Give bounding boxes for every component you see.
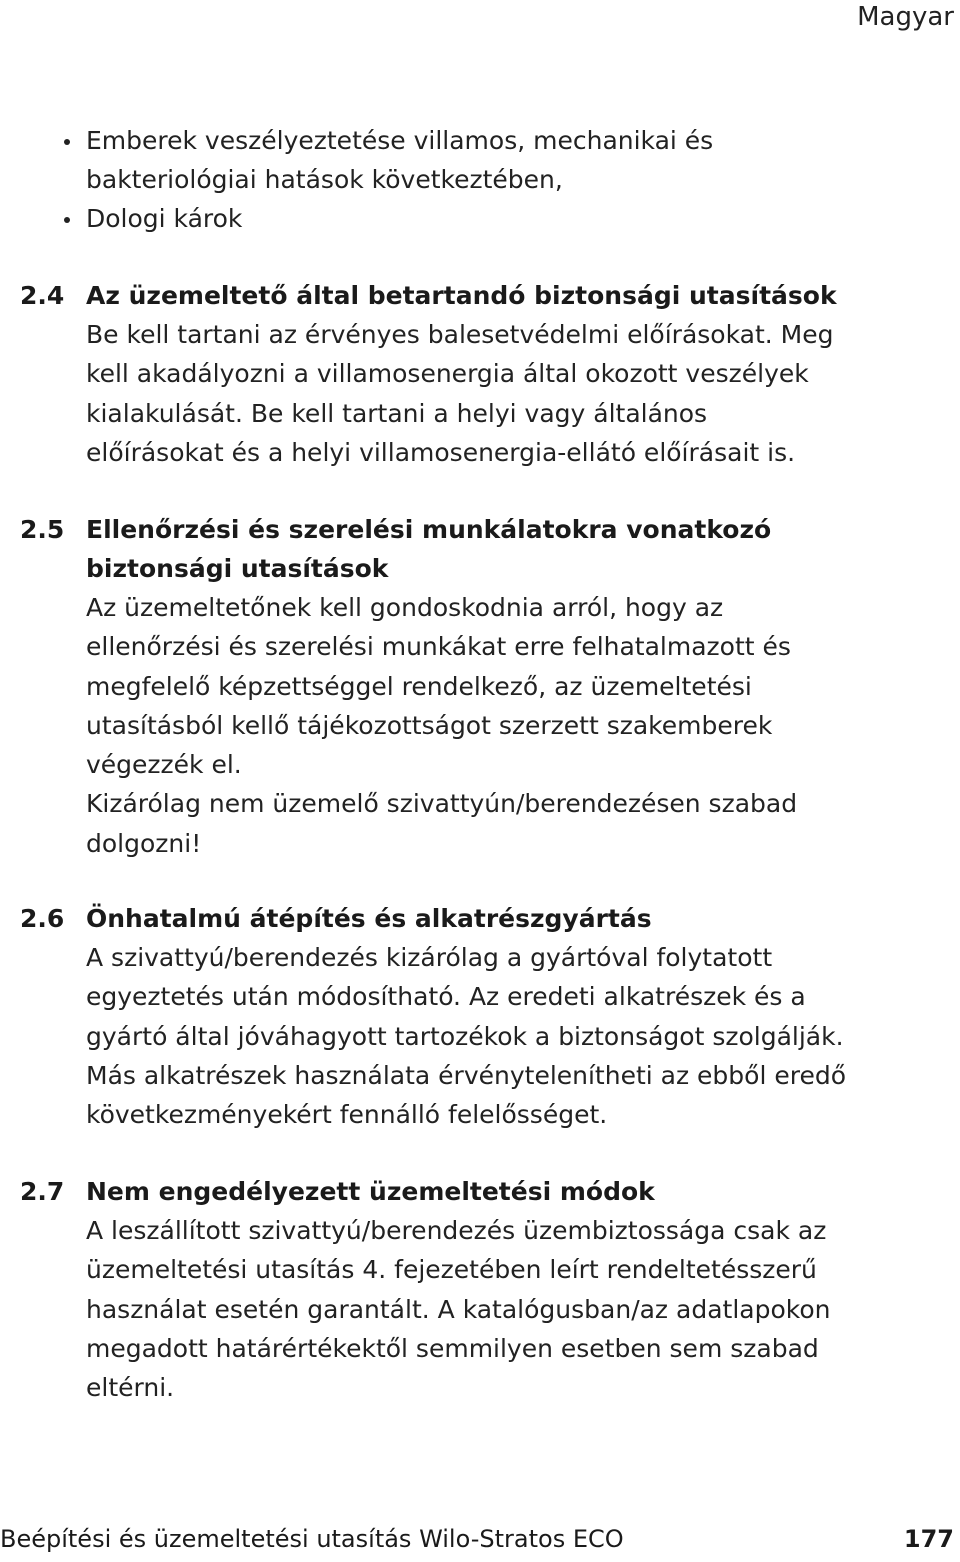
paragraph: A szivattyú/berendezés kizárólag a gyártóval folytatott egyeztetés után módosítható. Az eredeti alkatrészek és a gyártó által jóváhagyott tartozékok a biztonságot szolgálják. Más alkatrészek használata érvénytelenítheti az ebből eredő következményekért fennálló felelősséget. [86,943,847,1130]
section-heading [20,276,920,315]
page-number: 177 [903,1525,954,1553]
section-title: Önhatalmú átépítés és alkatrészgyártás [86,904,652,933]
section-title: Ellenőrzési és szerelési munkálatokra vonatkozó biztonsági utasítások [86,515,772,583]
list-item: Emberek veszélyeztetése villamos, mechanikai és bakteriológiai hatások következtében, [62,121,726,199]
document-title: Beépítési és üzemeltetési utasítás Wilo-Stratos ECO [0,1525,624,1553]
section-number: 2.6 [20,904,65,933]
paragraph: Kizárólag nem üzemelő szivattyún/berendezésen szabad dolgozni! [86,789,798,858]
section-body [86,315,846,472]
section-2-4 [20,276,920,472]
section-number: 2.7 [20,1177,65,1206]
hazard-bullet-list [62,121,922,238]
section-2-7 [20,1172,920,1407]
section-title: Az üzemeltető által betartandó biztonsági utasítások [86,281,837,310]
list-item: Dologi károk [62,199,922,238]
section-body [86,588,836,863]
section-body [86,938,886,1134]
section-number: 2.4 [20,281,65,310]
paragraph: A leszállított szivattyú/berendezés üzembiztossága csak az üzemeltetési utasítás 4. fejezetében leírt rendeltetésszerű használat esetén garantált. A katalógusban/az adatlapokon megadott határértékektől semmilyen esetben sem szabad eltérni. [86,1216,831,1403]
section-heading [20,510,920,588]
language-label: Magyar [857,2,954,32]
section-heading [20,1172,920,1211]
section-title: Nem engedélyezett üzemeltetési módok [86,1177,655,1206]
section-heading [20,899,920,938]
section-2-6 [20,899,920,1134]
section-body [86,1211,876,1407]
section-number: 2.5 [20,515,65,544]
section-2-5 [20,510,920,863]
paragraph: Az üzemeltetőnek kell gondoskodnia arról, hogy az ellenőrzési és szerelési munkákat erre felhatalmazott és megfelelő képzettséggel rendelkező, az üzemeltetési utasításból kellő tájékozottságot szerzett szakemberek végezzék el. [86,593,791,780]
paragraph: Be kell tartani az érvényes balesetvédelmi előírásokat. Meg kell akadályozni a villamosenergia által okozott veszélyek kialakulását. Be kell tartani a helyi vagy általános előírásokat és a helyi villamosenergia-ellátó előírásait is. [86,320,834,467]
page-footer [0,1523,954,1555]
